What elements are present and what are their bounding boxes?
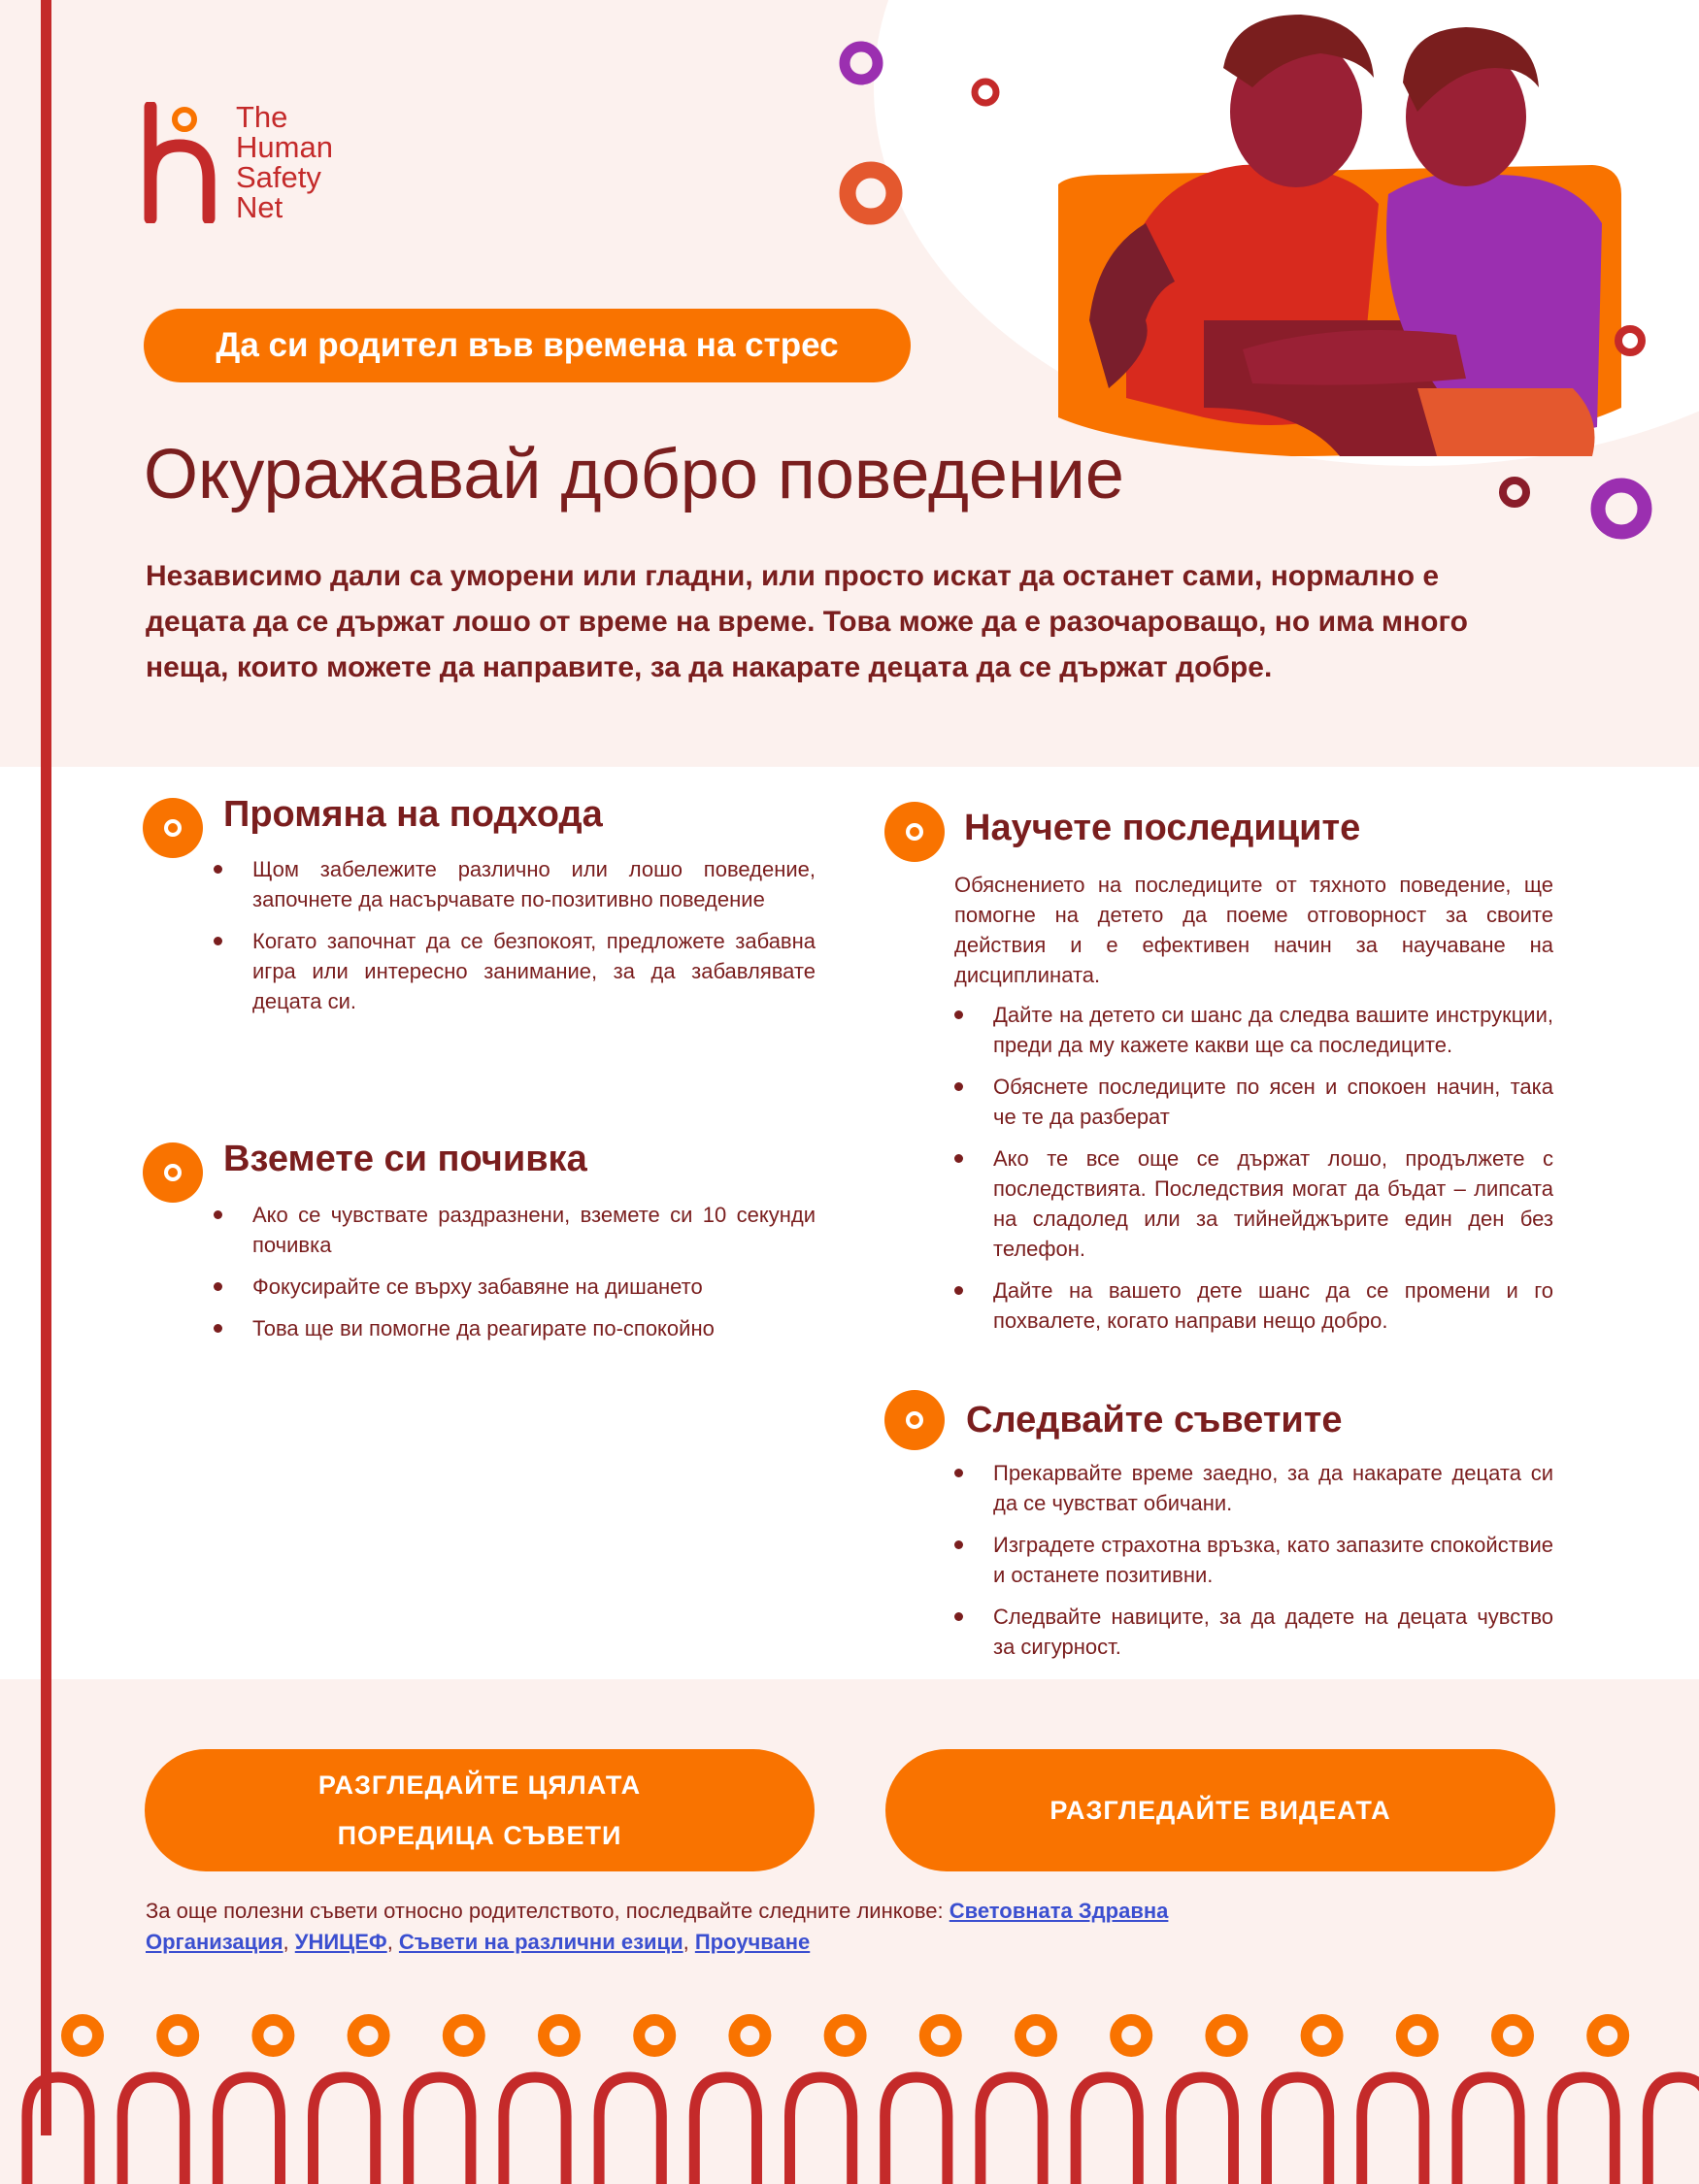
- take-break-list: [214, 1200, 816, 1355]
- pattern-ring: [734, 2020, 765, 2051]
- pattern-arch: [314, 2077, 376, 2184]
- pattern-arch: [1171, 2077, 1233, 2184]
- list-item-text: Изградете страхотна връзка, като запазите спокойствие и останете позитивни.: [993, 1533, 1553, 1587]
- pattern-ring: [925, 2020, 956, 2051]
- list-item: [954, 1530, 1553, 1590]
- pattern-ring: [353, 2020, 384, 2051]
- section-bullet-icon: [143, 1142, 203, 1203]
- list-item: [954, 1602, 1553, 1662]
- list-item-text: Следвайте навиците, за да дадете на децата чувство за сигурност.: [993, 1605, 1553, 1659]
- pattern-arch: [1457, 2077, 1519, 2184]
- link-separator: ,: [283, 1930, 295, 1954]
- left-border-line: [41, 0, 51, 2135]
- pattern-ring: [1307, 2020, 1338, 2051]
- list-item-text: Прекарвайте време заедно, за да накарате децата си да се чувстват обичани.: [993, 1461, 1553, 1515]
- list-item: [214, 1272, 816, 1302]
- pattern-ring: [830, 2020, 861, 2051]
- pattern-arch: [790, 2077, 852, 2184]
- pattern-ring: [1116, 2020, 1147, 2051]
- pattern-arch: [1076, 2077, 1138, 2184]
- brand-name-line: Net: [236, 190, 283, 224]
- list-item: [954, 1000, 1553, 1060]
- list-item-text: Когато започнат да се безпокоят, предложете забавна игра или интересно занимание, за да забавлявате децата си.: [252, 929, 816, 1013]
- consequences-list: [954, 1000, 1553, 1347]
- list-item: [214, 854, 816, 914]
- pattern-ring: [639, 2020, 670, 2051]
- pattern-arch: [694, 2077, 756, 2184]
- list-item-text: Дайте на вашето дете шанс да се промени и го похвалете, когато направи нещо добро.: [993, 1278, 1553, 1333]
- pattern-arch: [599, 2077, 661, 2184]
- decorative-ring: [837, 39, 885, 87]
- decorative-ring: [1612, 322, 1649, 359]
- section-title-follow-tips: Следвайте съветите: [966, 1400, 1343, 1440]
- bottom-decorative-pattern: [0, 1990, 1699, 2184]
- list-item: [954, 1143, 1553, 1264]
- pattern-ring: [257, 2020, 288, 2051]
- link-separator: ,: [386, 1930, 399, 1954]
- pattern-ring: [1592, 2020, 1623, 2051]
- consequences-paragraph: Обяснението на последиците от тяхното поведение, ще помогне на детето да поеме отговорност за своите действия и е ефективен начин за научаване на дисциплината.: [954, 873, 1553, 987]
- brand-name-line: Safety: [236, 160, 321, 194]
- pattern-ring: [1497, 2020, 1528, 2051]
- pattern-ring: [162, 2020, 193, 2051]
- list-item-text: Дайте на детето си шанс да следва вашите инструкции, преди да му кажете какви ще са последиците.: [993, 1003, 1553, 1057]
- pattern-arch: [504, 2077, 566, 2184]
- link-languages[interactable]: Съвети на различни езици: [398, 1930, 683, 1954]
- decorative-ring: [969, 76, 1002, 109]
- section-title-consequences: Научете последиците: [964, 808, 1361, 848]
- list-item: [214, 1200, 816, 1260]
- pattern-arch: [1362, 2077, 1424, 2184]
- brand-name-line: Human: [236, 130, 333, 164]
- list-item: [954, 1275, 1553, 1336]
- button-label-line: ПОРЕДИЦА СЪВЕТИ: [337, 1821, 622, 1850]
- link-unicef[interactable]: УНИЦЕФ: [294, 1930, 387, 1954]
- list-item-text: Обяснете последиците по ясен и спокоен начин, така че те да разберат: [993, 1075, 1553, 1129]
- section-bullet-icon: [143, 798, 203, 858]
- follow-tips-list: [954, 1458, 1553, 1673]
- decorative-ring: [1496, 474, 1533, 511]
- topic-pill: Да си родител във времена на стрес: [144, 309, 911, 382]
- brand-name-line: The: [236, 100, 288, 134]
- view-videos-button[interactable]: РАЗГЛЕДАЙТЕ ВИДЕАТА: [885, 1749, 1555, 1871]
- footer-text: За още полезни съвети относно родителството, последвайте следните линкове:: [146, 1899, 949, 1923]
- footer-note: [146, 1896, 1233, 1958]
- section-title-take-break: Вземете си почивка: [223, 1139, 587, 1179]
- pattern-arch: [1648, 2077, 1699, 2184]
- list-item-text: Ако те все още се държат лошо, продължете с последствията. Последствия могат да бъдат – липсата на сладолед или за тийнейджърите един ден без телефон.: [993, 1146, 1553, 1261]
- section-title-change-approach: Промяна на подхода: [223, 794, 603, 835]
- section-bullet-icon: [884, 1390, 945, 1450]
- pattern-arch: [1267, 2077, 1329, 2184]
- h-logo-icon: [141, 102, 228, 223]
- pattern-ring: [1402, 2020, 1433, 2051]
- pattern-arch: [122, 2077, 184, 2184]
- change-approach-list: [214, 854, 816, 1028]
- link-research[interactable]: Проучване: [694, 1930, 811, 1954]
- section-bullet-icon: [884, 802, 945, 862]
- decorative-ring: [1587, 475, 1655, 543]
- pattern-arch: [409, 2077, 471, 2184]
- page-title: Окуражавай добро поведение: [144, 436, 1124, 513]
- list-item-text: Ако се чувствате раздразнени, вземете си 10 секунди почивка: [252, 1203, 816, 1257]
- list-item: [954, 1458, 1553, 1518]
- button-label-line: РАЗГЛЕДАЙТЕ ЦЯЛАТА: [317, 1770, 642, 1800]
- pattern-ring: [544, 2020, 575, 2051]
- pattern-arch: [27, 2077, 89, 2184]
- decorative-ring: [837, 159, 905, 227]
- list-item-text: Щом забележите различно или лошо поведение, започнете да насърчавате по-позитивно поведение: [252, 857, 816, 911]
- link-who[interactable]: Световната Здравна Организация: [146, 1899, 1169, 1954]
- pattern-ring: [67, 2020, 98, 2051]
- list-item-text: Това ще ви помогне да реагирате по-спокойно: [252, 1316, 715, 1340]
- brand-name: [236, 102, 333, 222]
- pattern-arch: [885, 2077, 948, 2184]
- pattern-ring: [1211, 2020, 1242, 2051]
- list-item-text: Фокусирайте се върху забавяне на дишането: [252, 1274, 703, 1299]
- intro-paragraph: Независимо дали са уморени или гладни, или просто искат да останет сами, нормално е децата да се държат лошо от време на време. Това може да е разочароващо, но има много неща, които можете да направите, за да накарате децата да се държат добре.: [146, 560, 1468, 683]
- pattern-arch: [217, 2077, 280, 2184]
- pattern-ring: [449, 2020, 480, 2051]
- list-item: [214, 1313, 816, 1343]
- pattern-arch: [981, 2077, 1043, 2184]
- pattern-arch: [1552, 2077, 1615, 2184]
- pattern-ring: [1020, 2020, 1051, 2051]
- view-full-series-button[interactable]: [145, 1749, 815, 1871]
- list-item: [954, 1072, 1553, 1132]
- list-item: [214, 926, 816, 1016]
- link-separator: ,: [683, 1930, 695, 1954]
